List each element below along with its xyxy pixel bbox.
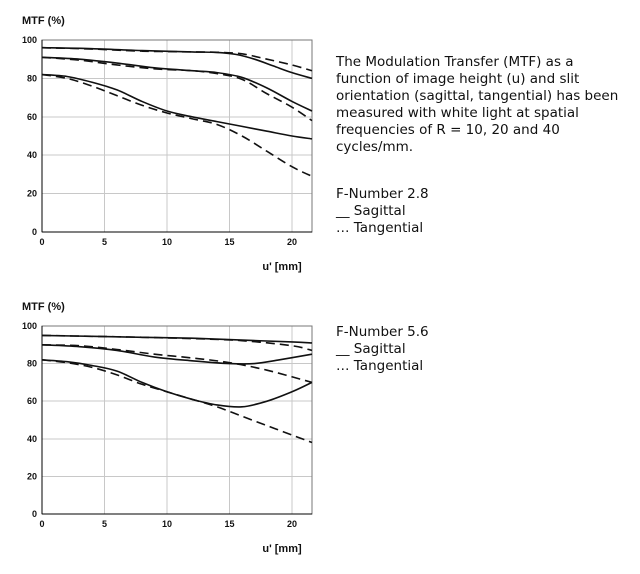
x-tick-label: 0 [39, 519, 45, 529]
x-tick-label: 15 [224, 237, 235, 247]
sagittal-series-line [42, 335, 312, 343]
mtf-chart-f28 [0, 0, 330, 290]
description-line: measured with white light at spatial [336, 105, 579, 121]
x-axis-title: u' [mm] [262, 543, 302, 555]
y-tick-label: 0 [31, 509, 37, 519]
legend-title-f56: F-Number 5.6 [336, 324, 429, 340]
y-tick-label: 20 [26, 471, 37, 482]
x-tick-label: 0 [39, 237, 45, 247]
mtf-chart-f56 [0, 288, 330, 574]
description-line: frequencies of R = 10, 20 and 40 [336, 122, 560, 138]
description-line: orientation (sagittal, tangential) has been [336, 88, 619, 104]
y-tick-label: 20 [26, 188, 37, 199]
y-tick-label: 60 [26, 111, 37, 122]
x-tick-label: 10 [161, 237, 173, 247]
x-tick-label: 5 [101, 237, 108, 247]
sagittal-series-line [42, 360, 312, 407]
y-tick-label: 100 [21, 35, 37, 45]
tangential-series-line [42, 57, 312, 120]
x-tick-label: 20 [286, 237, 298, 247]
plot-frame [42, 40, 312, 232]
sagittal-series-line [42, 75, 312, 139]
y-tick-label: 80 [26, 358, 37, 369]
description-line: function of image height (u) and slit [336, 71, 580, 87]
legend-tangential: … Tangential [336, 358, 424, 374]
sagittal-series-line [42, 345, 312, 364]
y-tick-label: 100 [21, 321, 37, 331]
y-tick-label: 40 [26, 433, 37, 444]
legend-sagittal: __ Sagittal [336, 203, 406, 219]
y-axis-title: MTF (%) [22, 301, 65, 313]
y-axis-title: MTF (%) [22, 15, 65, 27]
legend-sagittal: __ Sagittal [336, 341, 406, 357]
x-tick-label: 20 [286, 519, 298, 529]
y-tick-label: 80 [26, 73, 37, 84]
description-line: The Modulation Transfer (MTF) as a [336, 54, 574, 70]
x-tick-label: 15 [224, 519, 235, 529]
legend-f56 [336, 324, 429, 375]
plot-frame [42, 326, 312, 514]
x-tick-label: 5 [101, 519, 108, 529]
x-tick-label: 10 [161, 519, 173, 529]
y-tick-label: 40 [26, 150, 37, 161]
y-tick-label: 0 [31, 227, 37, 237]
description-line: cycles/mm. [336, 139, 414, 155]
legend-f28 [336, 186, 429, 237]
x-axis-title: u' [mm] [262, 261, 302, 273]
legend-tangential: … Tangential [336, 220, 424, 236]
y-tick-label: 60 [26, 396, 37, 407]
description-text [336, 54, 636, 156]
legend-title-f28: F-Number 2.8 [336, 186, 429, 202]
